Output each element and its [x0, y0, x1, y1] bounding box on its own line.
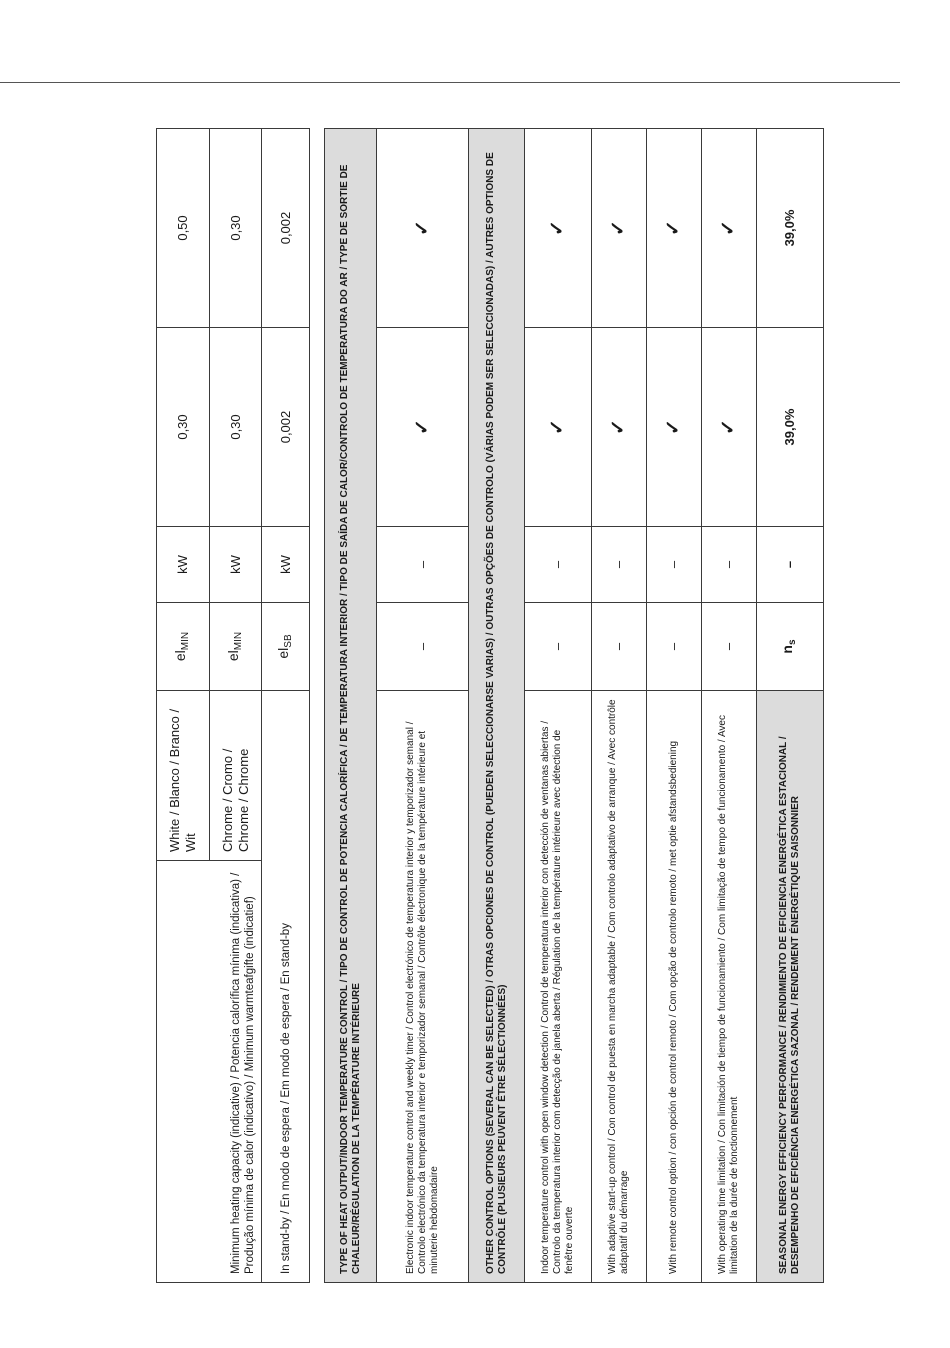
symbol-cell: $el_{MIN}$ [157, 603, 210, 691]
value-cell: 0,002 [262, 328, 310, 527]
heat-capacity-table [156, 128, 310, 1283]
value-cell: 0,30 [157, 328, 210, 527]
control-options-table [324, 128, 824, 1283]
value-cell: 0,002 [262, 129, 310, 328]
checkmark-icon: ✓ [377, 128, 469, 327]
symbol-cell: $el_{SB}$ [262, 603, 310, 691]
value-cell: 0,30 [210, 328, 262, 527]
table-row [469, 128, 525, 1282]
value-cell: 0,30 [210, 129, 262, 328]
table-row [325, 128, 377, 1282]
checkmark-icon: ✓ [702, 328, 757, 527]
table-row [377, 128, 469, 1282]
table-row [647, 128, 702, 1282]
variant-chrome-label: Chrome / Cromo / Chrome / Chrome [210, 691, 262, 861]
checkmark-icon: ✓ [702, 128, 757, 327]
section-header-heat-output: TYPE OF HEAT OUTPUT/INDOOR TEMPERATURE CONTROL / TIPO DE CONTROL DE POTENCIA CALORÍFICA / DE TEMPERATURA INTERIOR / TIPO DE SAÍDA DE CALOR/CONTROLO DE TEMPERATURA DO AR / TYPE DE SORTIE DE CHALEUR/RÉGULATION DE LA TEMPÉRATURE INTÉRIEURE [325, 128, 377, 1282]
checkmark-icon: ✓ [377, 328, 469, 527]
row-label: Electronic indoor temperature control and weekly timer / Control electrónico de temperatura interior y temporizador semanal / Controlo electrónico da temperatura interior e temporizador semanal / Contrôle électronique de la température intérieure et minuterie hebdomadaire [377, 691, 469, 1283]
row-label: Indoor temperature control with open window detection / Control de temperatura interior con detección de ventanas abiertas / Controlo da temperatura interior com detecção de janela aberta / Régulation de la température intérieure avec détection de fenêtre ouverte [525, 691, 592, 1283]
symbol-cell: – [647, 603, 702, 691]
checkmark-icon: ✓ [647, 328, 702, 527]
table-row [525, 128, 592, 1282]
table-row [702, 128, 757, 1282]
unit-cell: kW [210, 527, 262, 603]
table-row [157, 129, 210, 1283]
unit-cell: kW [262, 527, 310, 603]
table-row [592, 128, 647, 1282]
checkmark-icon: ✓ [592, 328, 647, 527]
min-heating-capacity-label: Minimum heating capacity (indicative) / Potencia calorífica mínima (indicativa) / Produção mínima de calor (indicativo) / Minimum warmteafgifte (indicatief) [157, 861, 262, 1283]
section-header-other-controls: OTHER CONTROL OPTIONS (SEVERAL CAN BE SELECTED) / OTRAS OPCIONES DE CONTROL (PUEDEN SELECCIONARSE VARIAS) / OUTRAS OPÇÕES DE CONTROLO (VÁRIAS PODEM SER SELECCIONADAS) / AUTRES OPTIONS DE CONTRÔLE (PLUSIEURS PEUVENT ÊTRE SÉLECTIONNÉES) [469, 128, 525, 1282]
checkmark-icon: ✓ [525, 128, 592, 327]
seasonal-efficiency-label: SEASONAL ENERGY EFFICIENCY PERFORMANCE / RENDIMIENTO DE EFICIENCIA ENERGÉTICA ESTACIONAL / DESEMPENHO DE EFICIÊNCIA ENERGÉTICA SAZONAL / RENDEMENT ÉNERGÉTIQUE SAISONNIER [757, 691, 824, 1283]
unit-cell: – [377, 527, 469, 603]
unit-cell: – [702, 527, 757, 603]
unit-cell: – [525, 527, 592, 603]
symbol-cell: – [592, 603, 647, 691]
top-rule [0, 82, 900, 83]
table-row [262, 129, 310, 1283]
unit-cell: – [592, 527, 647, 603]
standby-label: In stand-by / En modo de espera / Em modo de espera / En stand-by [262, 691, 310, 1283]
rotated-spec-sheet [156, 129, 830, 1283]
value-cell: 0,50 [157, 129, 210, 328]
symbol-cell: $n_s$ [757, 603, 824, 691]
checkmark-icon: ✓ [647, 128, 702, 327]
value-cell: 39,0% [757, 128, 824, 327]
symbol-cell: – [702, 603, 757, 691]
symbol-cell: $el_{MIN}$ [210, 603, 262, 691]
unit-cell: – [647, 527, 702, 603]
table-row [757, 128, 824, 1282]
unit-cell: – [757, 527, 824, 603]
symbol-cell: – [525, 603, 592, 691]
symbol-cell: – [377, 603, 469, 691]
checkmark-icon: ✓ [525, 328, 592, 527]
variant-white-label: White / Blanco / Branco / Wit [157, 691, 210, 861]
row-label: With remote control option / con opción de control remoto / Com opção de controlo remoto / met optie afstandsbediening [647, 691, 702, 1283]
unit-cell: kW [157, 527, 210, 603]
row-label: With adaptive start-up control / Con control de puesta en marcha adaptable / Com controlo adaptativo de arranque / Avec contrôle adaptatif du démarrage [592, 691, 647, 1283]
row-label: With operating time limitation / Con limitación de tiempo de funcionamiento / Com limitação de tempo de funcionamento / Avec limitation de la durée de fonctionnement [702, 691, 757, 1283]
value-cell: 39,0% [757, 328, 824, 527]
checkmark-icon: ✓ [592, 128, 647, 327]
